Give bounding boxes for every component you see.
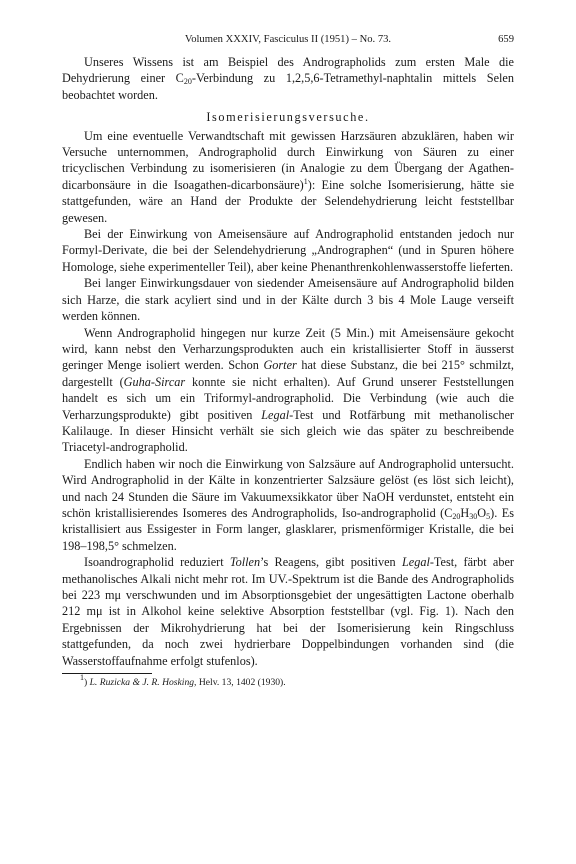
author-name: Guha-Sircar bbox=[123, 374, 186, 389]
author-name: Tollen bbox=[229, 555, 261, 570]
footnote: $^1$) L. Ruzicka & J. R. Hosking, Helv. 13, 1402 (1930). bbox=[80, 673, 286, 689]
paragraph-hydrochloric-acid: Endlich haben wir noch die Einwirkung von Salzsäure auf Andrographolid untersucht. Wird Andrographolid in der Kälte in konzentrierter Salzsäure gelöst (es löst sich leicht), und nach 24 Stunden die Säure im Vakuumexsikkator über NaOH verdunstet, entsteht ein schön kristallisierendes Isomeres des Andrographolids, Iso-andrographolid $(C_{20}H_{30}O_5)$. Es kristallisiert aus Essigester in Form langer, glasklarer, prismenförmiger Kristalle, die bei 198–198,5° schmelzen. bbox=[62, 456, 514, 553]
paragraph-isoandrographolid: Isoandrographolid reduziert Tollen’s Reagens, gibt positiven Legal-Test, färbt aber methanolisches Alkali nicht mehr rot. Im UV.-Spektrum ist die Bande des Andrographolids bei 223 mμ verschwunden und im Absorptionsgebiet der ungesättigten Lactone oberhalb 212 mμ ist in Alkohol keine selektive Absorption feststellbar (vgl. Fig. 1). Nach den Ergebnissen der Mikrohydrierung hat bei der Isomerisierung kein Ringschluss stattgefunden, da noch zwei hydrierbare Doppelbindungen vorhanden sind (die Wasserstoffaufnahme erfolgt stufenlos). bbox=[62, 555, 514, 668]
author-name: Legal bbox=[401, 555, 430, 570]
paragraph-resins: Bei langer Einwirkungsdauer von siedender Ameisensäure auf Andrographolid bilden sich Harze, die stark acyliert sind und in der Kälte durch 3 bis 4 Mole Lauge verseift werden können. bbox=[62, 276, 514, 324]
page-number: 659 bbox=[498, 34, 514, 45]
journal-reference: Volumen XXXIV, Fasciculus II (1951) – No. 73. bbox=[184, 34, 392, 45]
running-header bbox=[62, 28, 514, 54]
paragraph-dehydrogenation: Unseres Wissens ist am Beispiel des Andrographolids zum ersten Male die Dehydrierung einer $C_{20}$-Verbindung zu 1,2,5,6-Tetramethyl-naphtalin mittels Selen beobachtet worden. bbox=[62, 55, 514, 102]
paragraph-isomerization-aim: Um eine eventuelle Verwandtschaft mit gewissen Harzsäuren abzuklären, haben wir Versuche unternommen, Andrographolid durch Einwirkung von Säuren zu einer tricyclischen Verbindung zu isomerisieren (in Analogie zu dem Übergang der Agathen-dicarbonsäure in die Isoagathen-dicarbonsäure)$^1$): Eine solche Isomerisierung, hätte sie stattgefunden, wäre an Hand der Produkte der Selendehydrierung leicht feststellbar gewesen. bbox=[62, 128, 515, 225]
page bbox=[62, 28, 514, 689]
article-body bbox=[62, 54, 514, 669]
footnote-reference: 1 bbox=[303, 176, 308, 186]
footnote-mark: 1 bbox=[80, 673, 84, 683]
footnote-citation: Helv. 13, 1402 (1930). bbox=[196, 677, 286, 689]
author-name: Legal bbox=[261, 407, 290, 422]
footnote-authors: L. Ruzicka & J. R. Hosking, bbox=[89, 677, 197, 689]
paragraph-formic-acid: Bei der Einwirkung von Ameisensäure auf Andrographolid entstanden jedoch nur Formyl-Derivate, die bei der Selendehydrierung „Andrographen“ (und in Spuren höhere Homologe, siehe experimenteller Teil), aber keine Phenanthrenkohlenwasserstoffe lieferten. bbox=[62, 227, 514, 274]
paragraph-triformyl: Wenn Andrographolid hingegen nur kurze Zeit (5 Min.) mit Ameisensäure gekocht wird, kann nebst den Verharzungsprodukten auch ein kristallisierter Stoff in äusserst geringer Menge isoliert werden. Schon Gorter hat diese Substanz, die bei 215° schmilzt, dargestellt (Guha-Sircar konnte sie nicht erhalten). Auf Grund unserer Feststellungen handelt es sich um ein Triformyl-andrographolid. Die Verbindung (wie auch die Verharzungsprodukte) gibt positiven Legal-Test und Rotfärbung mit methanolischer Kalilauge. In dieser Hinsicht verhält sie sich gleich wie das später zu beschreibende Triacetyl-andrographolid. bbox=[62, 325, 514, 455]
author-name: Gorter bbox=[263, 358, 297, 373]
footnote-divider bbox=[62, 673, 152, 674]
section-heading: Isomerisierungsversuche. bbox=[206, 110, 370, 125]
